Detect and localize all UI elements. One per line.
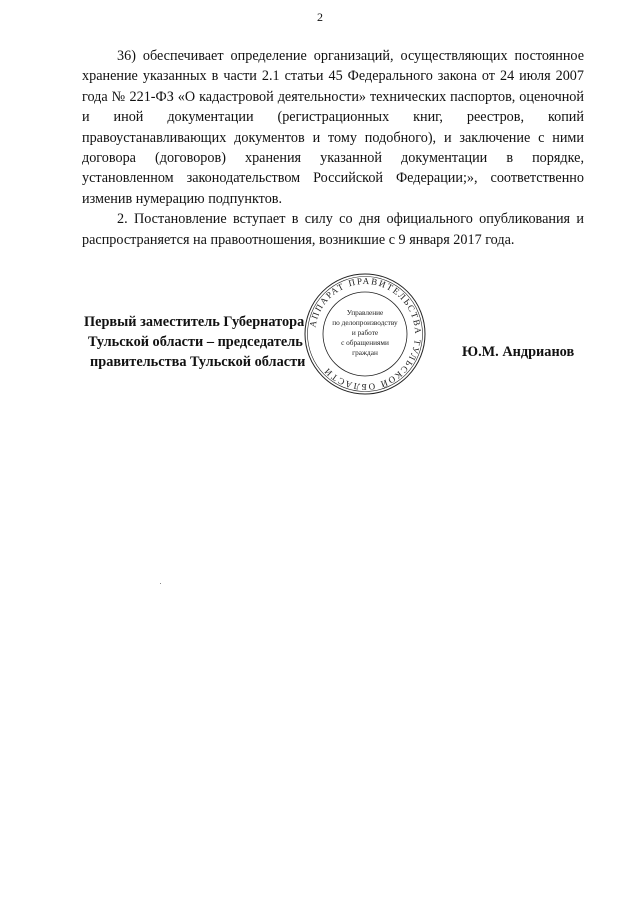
paragraph-subpoint-36: 36) обеспечивает определение организаций, осуществляющих постоянное хранение указанных в части 2.1 статьи 45 Федерального закона от 24 июля 2007 года № 221-ФЗ «О кадастровой деятельности» технических паспортов, оценочной и иной документации (регистрационных книг, реестров, копий правоустанавливающих документов и тому подобного), и заключение с ними договора (договоров) хранения указанной документации в порядке, установленном законодательством Российской Федерации;», соответственно изменив нумерацию подпунктов. bbox=[82, 48, 584, 207]
signatory-position-line: правительства Тульской области bbox=[90, 354, 306, 370]
seal-inner-line: с обращениями bbox=[341, 338, 389, 347]
seal-inner-line: граждан bbox=[352, 348, 378, 357]
paragraph-entry-into-force: 2. Постановление вступает в силу со дня официального опубликования и распространяется на правоотношения, возникшие с 9 января 2017 года. bbox=[82, 211, 584, 248]
seal-inner-line: Управление bbox=[346, 308, 384, 317]
seal-inner-line: и работе bbox=[351, 328, 379, 337]
signatory-name: Ю.М. Андрианов bbox=[462, 344, 575, 360]
signatory-position bbox=[84, 312, 305, 372]
signatory-position-line: Тульской области – председатель bbox=[88, 334, 303, 350]
scan-speck bbox=[160, 583, 161, 584]
page-number: 2 bbox=[317, 10, 323, 24]
seal-inner-text bbox=[325, 308, 405, 358]
seal-ring-text: АППАРАТ ПРАВИТЕЛЬСТВА ТУЛЬСКОЙ ОБЛАСТИ bbox=[307, 275, 424, 393]
official-seal-stamp bbox=[303, 272, 427, 396]
signatory-position-line: Первый заместитель Губернатора bbox=[84, 314, 305, 330]
seal-inner-line: по делопроизводству bbox=[332, 318, 398, 327]
document-body bbox=[82, 46, 584, 250]
